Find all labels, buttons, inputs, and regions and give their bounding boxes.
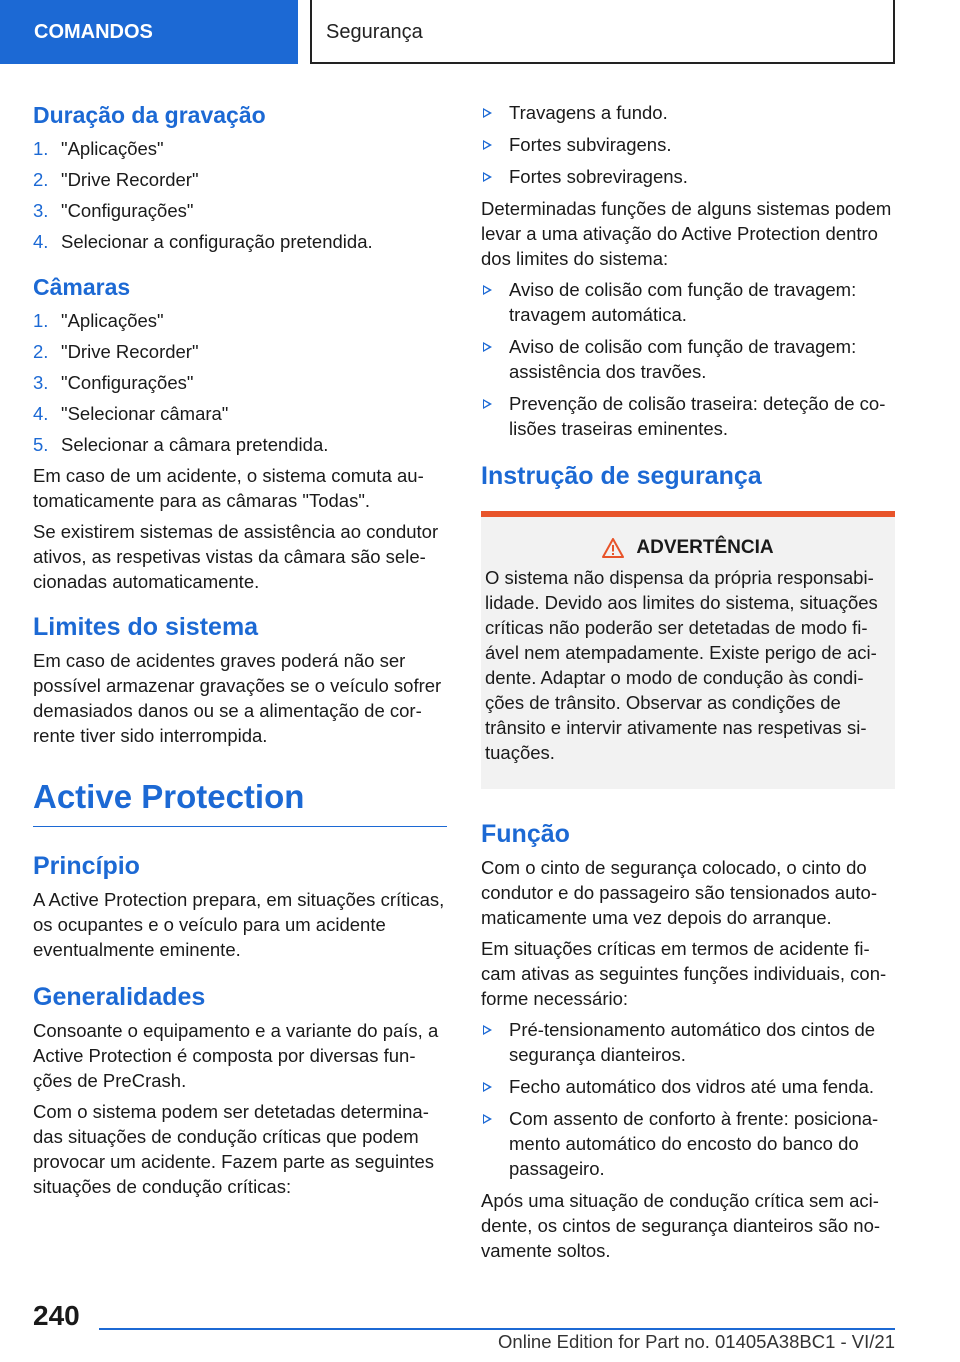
list-item: Fortes sobreviragens. xyxy=(481,164,895,189)
list-item: 3. "Configurações" xyxy=(33,200,194,221)
warning-label: ADVERTÊNCIA xyxy=(636,537,774,558)
activation-list xyxy=(481,277,895,441)
triangle-bullet-icon xyxy=(483,140,492,150)
cameras-paragraph: Se existirem sistemas de assistência ao condutor ativos, as respetivas vistas da câmara são selecionadas automaticamente. xyxy=(33,521,439,592)
list-item: Travagens a fundo. xyxy=(481,100,895,125)
list-item: 1. "Aplicações" xyxy=(33,310,164,331)
triangle-bullet-icon xyxy=(483,172,492,182)
function-paragraph: Após uma situação de condução crítica sem acidente, os cintos de segurança dianteiros são novamente soltos. xyxy=(481,1190,881,1261)
triangle-bullet-icon xyxy=(483,1082,492,1092)
list-item: Pré-tensionamento automático dos cintos de segurança dianteiros. xyxy=(481,1017,895,1067)
chapter-title: Segurança xyxy=(310,0,895,64)
general-paragraph: Com o sistema podem ser detetadas determinadas situações de condução críticas que podem provocar um acidente. Fazem parte as seguintes situações de condução críticas: xyxy=(33,1101,435,1197)
cameras-paragraph: Em caso de um acidente, o sistema comuta automaticamente para as câmaras "Todas". xyxy=(33,465,424,511)
warning-text: O sistema não dispensa da própria responsabilidade. Devido aos limites do sistema, situações críticas não poderão ser detetadas de modo fiável nem atempadamente. Existe perigo de acidente. Adaptar o modo de condução às condições de trânsito. Observar as condições de trânsito e intervir ativamente nas respetivas situações. xyxy=(485,567,878,763)
general-heading: Generalidades xyxy=(33,983,206,1011)
triangle-bullet-icon xyxy=(483,285,492,295)
section-tab: COMANDOS xyxy=(0,0,298,64)
function-list xyxy=(481,1017,895,1181)
list-item: 4. "Selecionar câmara" xyxy=(33,403,229,424)
camera-steps xyxy=(33,308,447,457)
list-item: Com assento de conforto à frente: posicionamento automático do encosto do banco do passageiro. xyxy=(481,1106,895,1181)
list-item: 2. "Drive Recorder" xyxy=(33,169,199,190)
triangle-bullet-icon xyxy=(483,1114,492,1124)
list-item: 2. "Drive Recorder" xyxy=(33,341,199,362)
function-paragraph: Em situações críticas em termos de acidente ficam ativas as seguintes funções individuais, conforme necessário: xyxy=(481,938,887,1009)
triangle-bullet-icon xyxy=(483,399,492,409)
triangle-bullet-icon xyxy=(483,108,492,118)
active-protection-title: Active Protection xyxy=(33,774,447,827)
general-paragraph: Consoante o equipamento e a variante do país, a Active Protection é composta por diversas funções de PreCrash. xyxy=(33,1020,439,1091)
safety-instruction-heading: Instrução de segurança xyxy=(481,462,762,490)
warning-triangle-icon xyxy=(602,538,624,558)
recording-duration-heading: Duração da gravação xyxy=(33,102,266,128)
edition-text: Online Edition for Part no. 01405A38BC1 - VI/21 xyxy=(498,1331,895,1352)
system-limits-heading: Limites do sistema xyxy=(33,613,259,641)
list-item: 3. "Configurações" xyxy=(33,372,194,393)
warning-box xyxy=(481,511,895,789)
list-item: Aviso de colisão com função de travagem: travagem automática. xyxy=(481,277,895,327)
warning-header xyxy=(481,537,895,559)
critical-situations-list xyxy=(481,100,895,189)
list-item: 5. Selecionar a câmara pretendida. xyxy=(33,434,329,455)
footer-divider xyxy=(99,1328,895,1330)
cameras-heading: Câmaras xyxy=(33,274,131,300)
list-item: Prevenção de colisão traseira: deteção de colisões traseiras eminentes. xyxy=(481,391,895,441)
principle-heading: Princípio xyxy=(33,852,140,880)
list-item: Fecho automático dos vidros até uma fenda. xyxy=(481,1074,895,1099)
function-heading: Função xyxy=(481,820,570,848)
recording-steps xyxy=(33,136,447,254)
triangle-bullet-icon xyxy=(483,342,492,352)
list-item: Aviso de colisão com função de travagem: assistência dos travões. xyxy=(481,334,895,384)
left-column xyxy=(33,100,447,1205)
list-item: 1. "Aplicações" xyxy=(33,138,164,159)
function-paragraph: Com o cinto de segurança colocado, o cinto do condutor e do passageiro são tensionados automaticamente uma vez depois do arranque. xyxy=(481,857,877,928)
list-item: Fortes subviragens. xyxy=(481,132,895,157)
triangle-bullet-icon xyxy=(483,1025,492,1035)
activation-paragraph: Determinadas funções de alguns sistemas podem levar a uma ativação do Active Protection dentro dos limites do sistema: xyxy=(481,198,892,269)
principle-paragraph: A Active Protection prepara, em situações críticas, os ocupantes e o veículo para um acidente eventualmente eminente. xyxy=(33,889,445,960)
page-number: 240 xyxy=(33,1300,80,1331)
list-item: 4. Selecionar a configuração pretendida. xyxy=(33,231,373,252)
system-limits-paragraph: Em caso de acidentes graves poderá não ser possível armazenar gravações se o veículo sofrer demasiados danos ou se a alimentação de corrente tiver sido interrompida. xyxy=(33,650,442,746)
right-column xyxy=(481,100,895,1269)
